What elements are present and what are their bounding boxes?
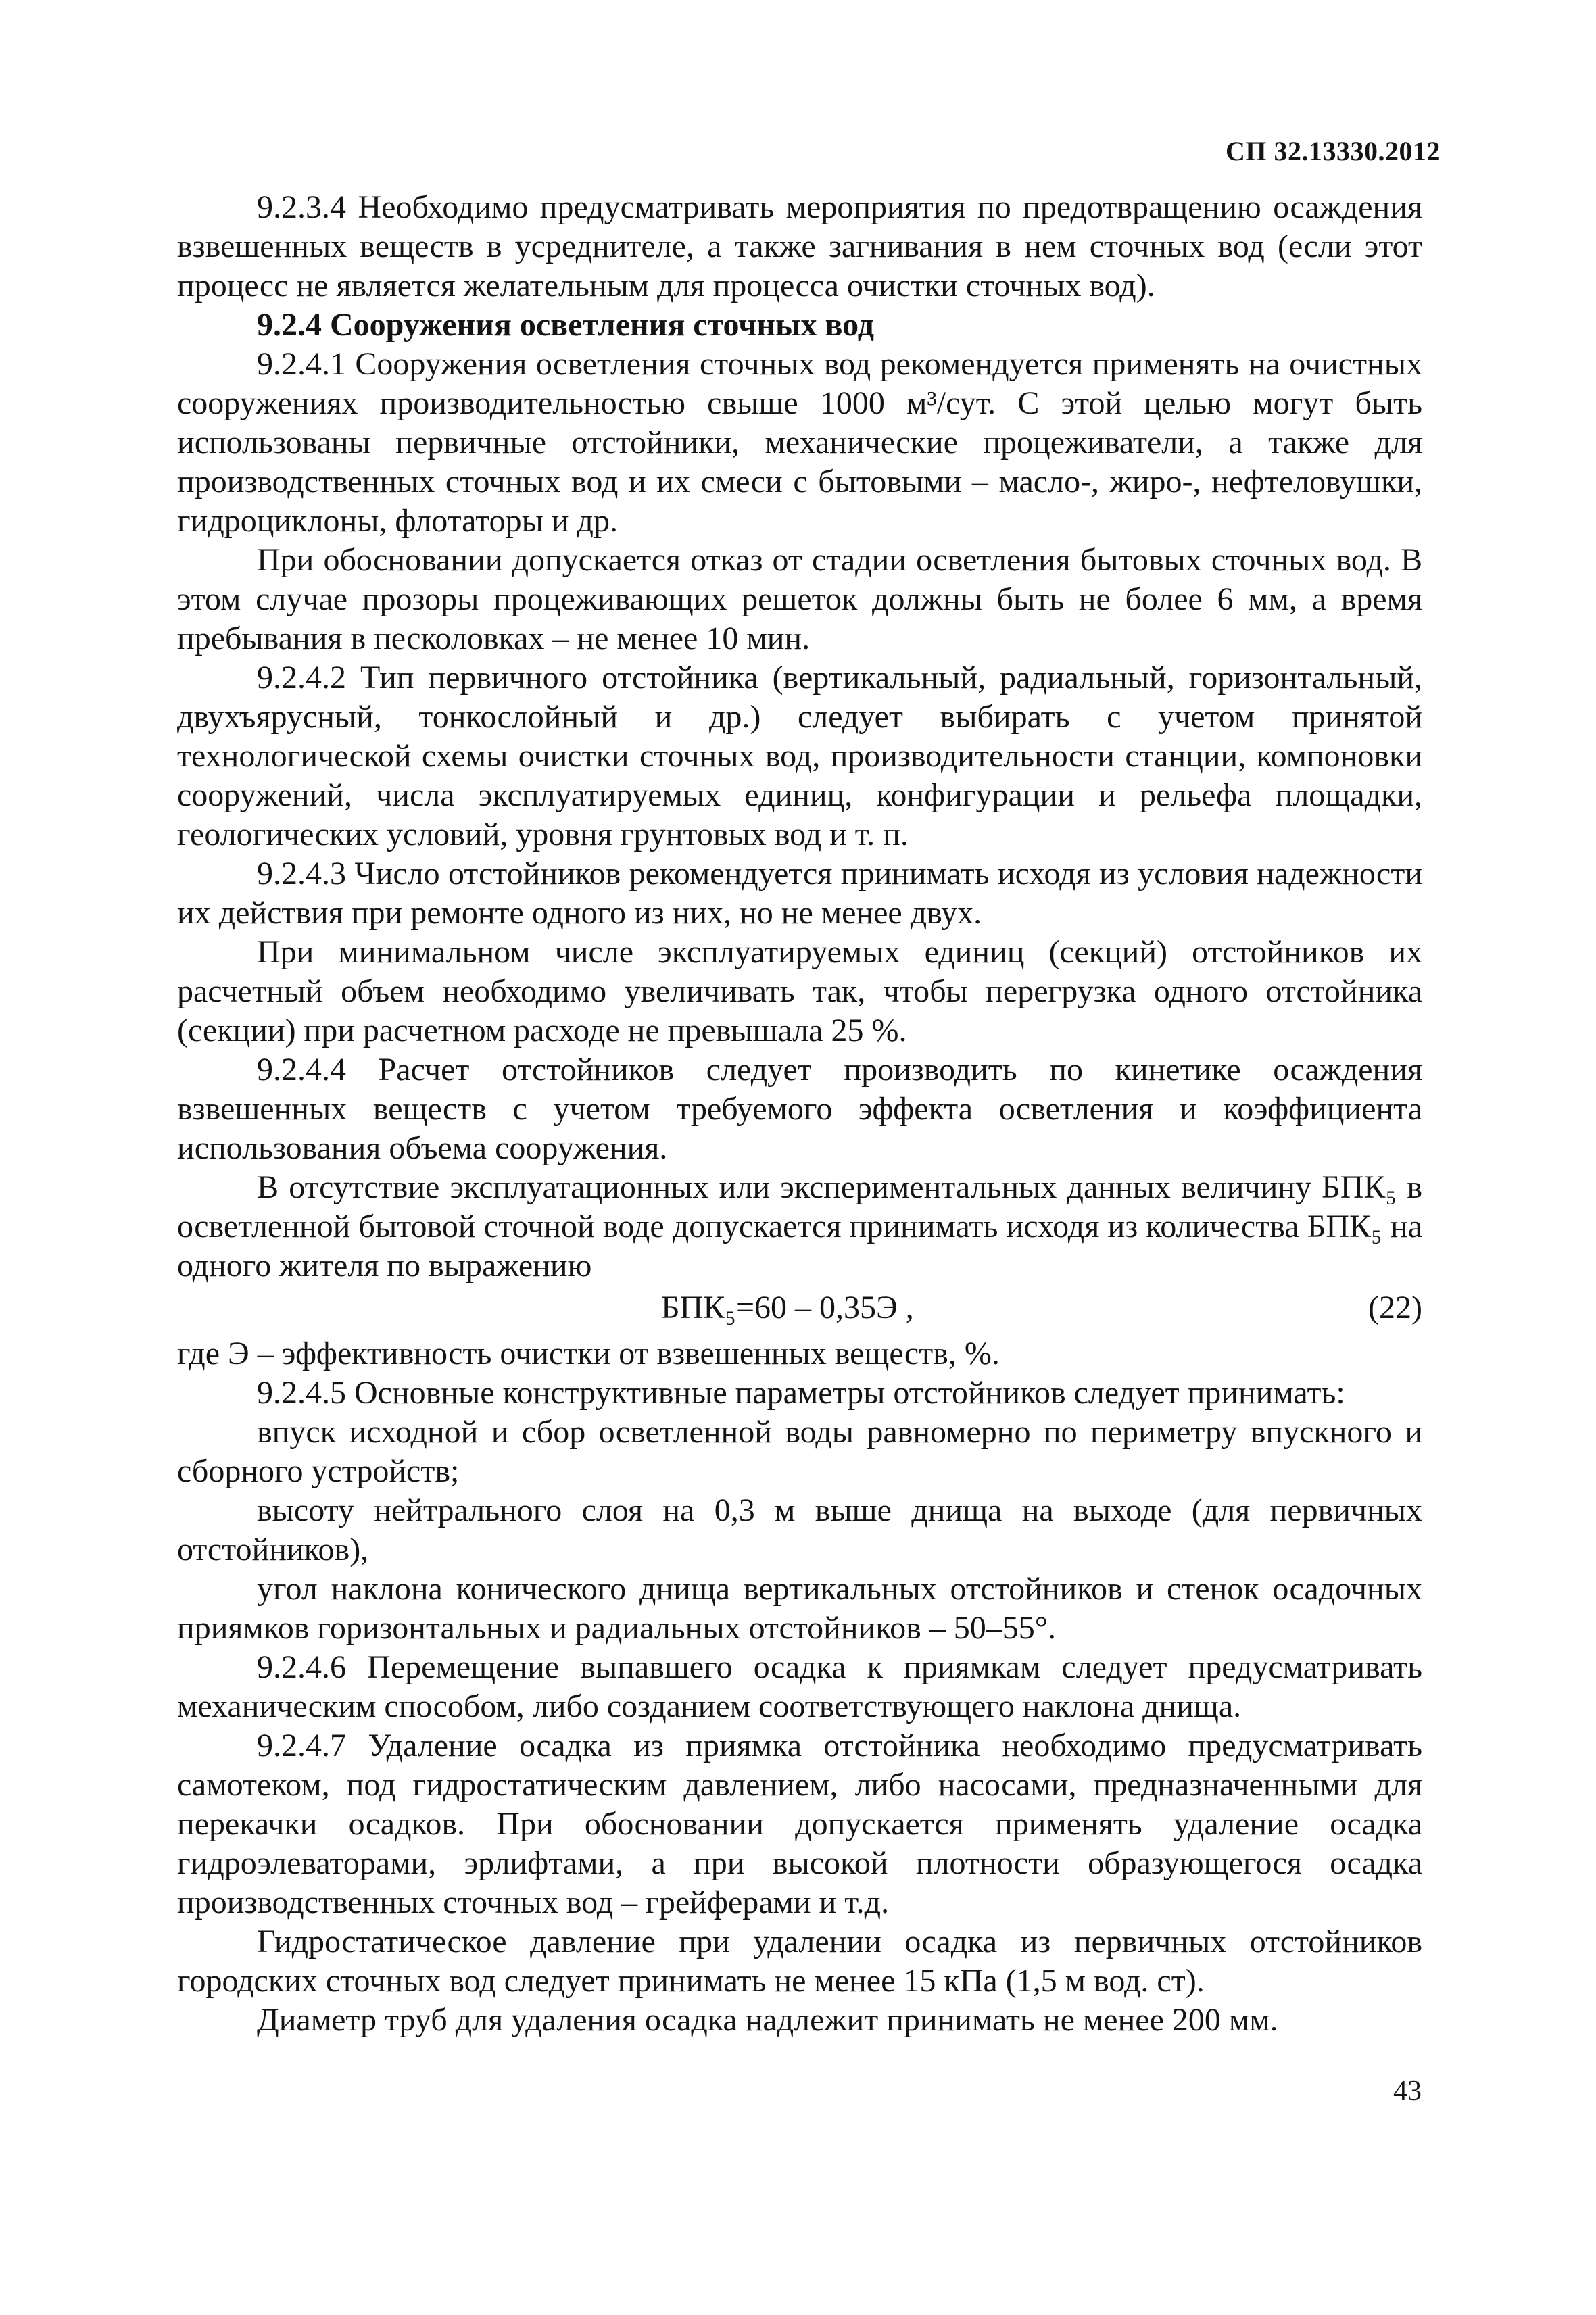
paragraph-9-2-4-4: 9.2.4.4 Расчет отстойников следует производить по кинетике осаждения взвешенных веществ с учетом требуемого эффекта осветления и коэффициента использования объема сооружения. [177,1052,1422,1166]
list-item-neutral-layer: высоту нейтрального слоя на 0,3 м выше днища на выходе (для первичных отстойников), [177,1492,1422,1567]
list-item-inlet-collection: впуск исходной и сбор осветленной воды равномерно по периметру впускного и сборного устройств; [177,1414,1422,1489]
paragraph-9-2-4-2: 9.2.4.2 Тип первичного отстойника (вертикальный, радиальный, горизонтальный, двухъярусный, тонкослойный и др.) следует выбирать с учетом принятой технологической схемы очистки сточных вод, производительности станции, компоновки сооружений, числа эксплуатируемых единиц, конфигурации и рельефа площадки, геологических условий, уровня грунтовых вод и т. п. [177,660,1422,852]
paragraph-minimum-units: При минимальном числе эксплуатируемых единиц (секций) отстойников их расчетный объем необходимо увеличивать так, чтобы перегрузка одного отстойника (секции) при расчетном расходе не превышала 25 %. [177,934,1422,1048]
list-item-cone-angle: угол наклона конического днища вертикальных отстойников и стенок осадочных приямков горизонтальных и радиальных отстойников – 50–55°. [177,1571,1422,1646]
paragraph-formula-legend: где Э – эффективность очистки от взвешенных веществ, %. [177,1336,1000,1371]
section-heading-9-2-4: 9.2.4 Сооружения осветления сточных вод [257,307,874,343]
paragraph-9-2-4-1: 9.2.4.1 Сооружения осветления сточных вод рекомендуется применять на очистных сооружениях производительностью свыше 1000 м³/сут. С этой целью могут быть использованы первичные отстойники, механические процеживатели, а также для производственных сточных вод и их смеси с бытовыми – масло-, жиро-, нефтеловушки, гидроциклоны, флотаторы и др. [177,346,1422,539]
paragraph-pipe-diameter: Диаметр труб для удаления осадка надлежит принимать не менее 200 мм. [257,2002,1278,2038]
paragraph-9-2-4-7: 9.2.4.7 Удаление осадка из приямка отстойника необходимо предусматривать самотеком, под гидростатическим давлением, либо насосами, предназначенными для перекачки осадков. При обосновании допускается применять удаление осадка гидроэлеваторами, эрлифтами, а при высокой плотности образующегося осадка производственных сточных вод – грейферами и т.д. [177,1728,1422,1920]
formula-number: (22) [1368,1290,1422,1325]
paragraph-justification-note: При обосновании допускается отказ от стадии осветления бытовых сточных вод. В этом случае прозоры процеживающих решеток должны быть не более 6 мм, а время пребывания в песколовках – не менее 10 мин. [177,542,1422,656]
paragraph-hydrostatic-pressure: Гидростатическое давление при удалении осадка из первичных отстойников городских сточных вод следует принимать не менее 15 кПа (1,5 м вод. ст). [177,1924,1422,1999]
paragraph-9-2-4-6: 9.2.4.6 Перемещение выпавшего осадка к приямкам следует предусматривать механическим способом, либо созданием соответствующего наклона днища. [177,1649,1422,1724]
formula-22 [177,1288,1422,1333]
paragraph-9-2-4-3: 9.2.4.3 Число отстойников рекомендуется принимать исходя из условия надежности их действия при ремонте одного из них, но не менее двух. [177,856,1422,931]
paragraph-bod5-intro: В отсутствие эксплуатационных или экспериментальных данных величину БПК₅ в осветленной бытовой сточной воде допускается принимать исходя из количества БПК₅ на одного жителя по выражению [177,1169,1422,1284]
document-body [177,188,1422,2040]
formula-expression: БПК₅=60 – 0,35Э , [661,1290,914,1325]
page-number: 43 [1393,2076,1422,2107]
document-code-header: СП 32.13330.2012 [1226,136,1441,166]
paragraph-9-2-3-4: 9.2.3.4 Необходимо предусматривать мероприятия по предотвращению осаждения взвешенных веществ в усреднителе, а также загнивания в нем сточных вод (если этот процесс не является желательным для процесса очистки сточных вод). [177,189,1422,303]
paragraph-9-2-4-5: 9.2.4.5 Основные конструктивные параметры отстойников следует принимать: [257,1375,1345,1411]
